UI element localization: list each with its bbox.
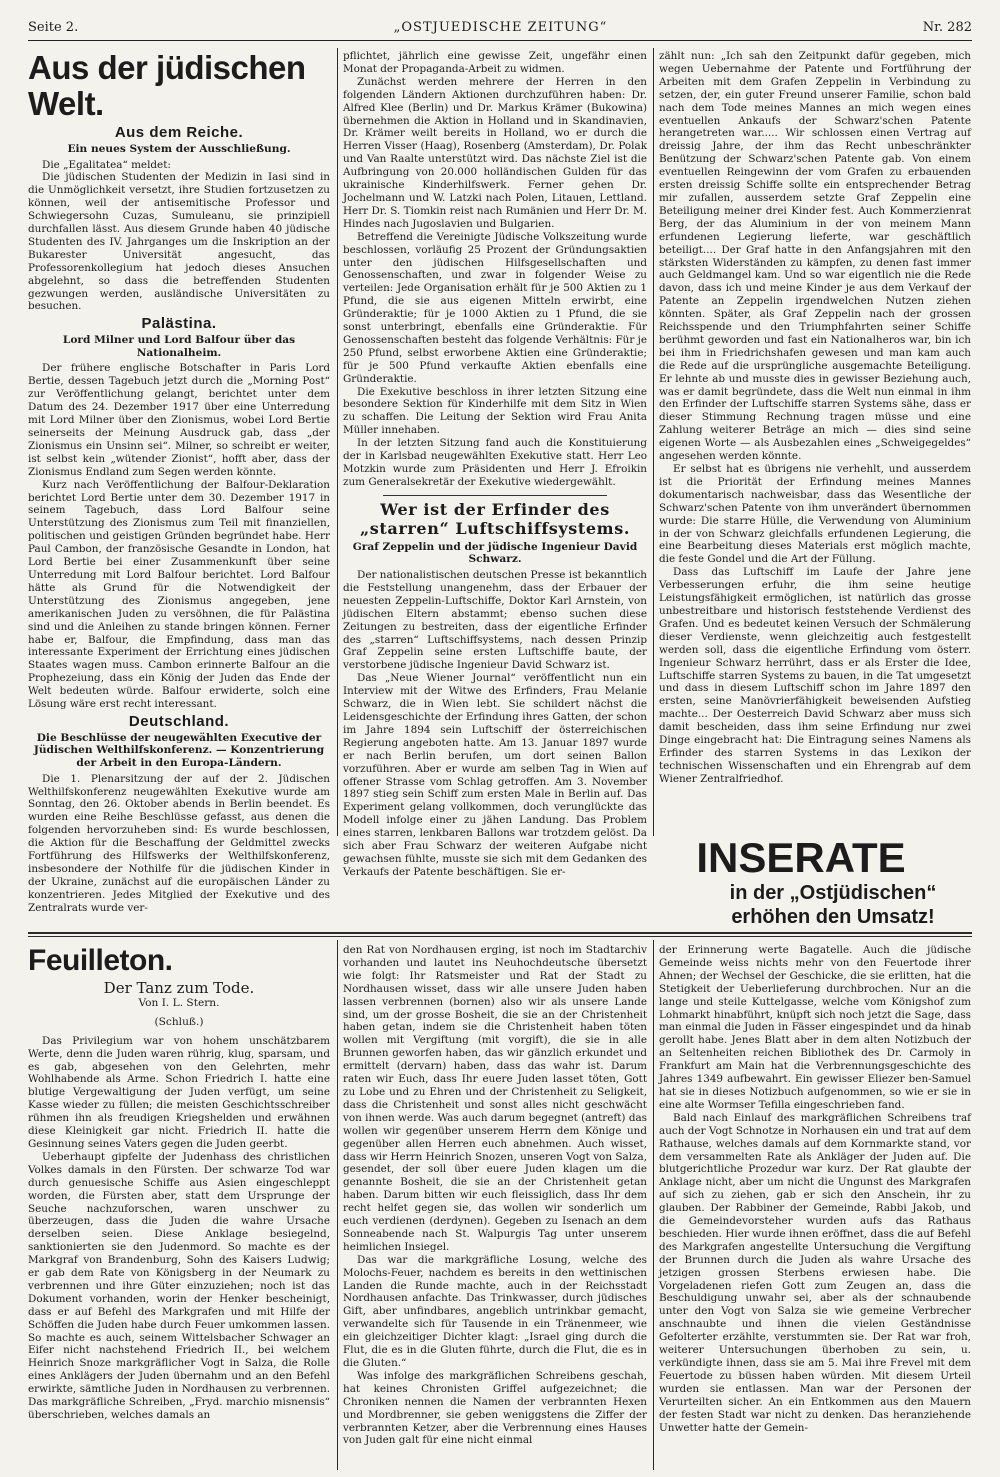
paragraph: Die jüdischen Studenten der Medizin in Iasi sind in die Unmöglichkeit versetzt, ihre Studien fortzusetzen zu können, weil der antisemitische Professor und Schwiegersohn Cuzas, Sumuleanu, sie prinzipiell durchfallen lässt. Aus diesem Grunde haben 40 jüdische Studenten des IV. Jahrganges um die Inskription an der Bukarester Universität angesucht, das Professorenkollegium hat jedoch dieses Ansuchen abgelehnt, so dass die betreffenden Studenten gezwungen werden, ausländische Universitäten zu besuchen.: [28, 171, 330, 313]
article-separator: [383, 495, 607, 496]
article-headline-1: Ein neues System der Ausschließung.: [67, 142, 291, 155]
paragraph: Ueberhaupt gipfelte der Judenhass des christlichen Volkes damals in den Fürsten. Der schwarze Tod war durch genuesische Schiffe aus Asien eingeschleppt worden, die Fürsten aber, statt dem Ursprunge der Seuche nachzuforschen, waren unschwer zu überzeugen, dass die Juden die wahre Ursache derselben seien. Diese Anklage besiegelnd, sanktionierten sie den Judenmord. So machte es der Markgraf von Brandenburg, Sohn des Kaisers Ludwig; er gab dem Rate von Königsberg in der Neumark zu verbrennen und ihre Güter einzuziehen; noch ist das Dokument vorhanden, worin der Henker bescheinigt, dass er auf Befehl des Markgrafen und mit Hilfe der Schöffen die Juden habe durch Feuer umkommen lassen. So machte es auch, seinem Wittelsbacher Schwager an Eifer nicht nachstehend Friedrich II., bei welchem Heinrich Snoze markgräflicher Vogt in Salza, die Rolle eines Anklägers der Juden übernahm und an den Befehl erwirkte, sämtliche Juden in Nordhausen zu verbrennen. Das markgräfliche Schreiben, „Fryd. marchio misnensis“ überschrieben, welches damals an: [28, 1150, 330, 1421]
story-author: Von I. L. Stern.: [138, 996, 220, 1009]
paragraph: der Erinnerung werte Bagatelle. Auch die jüdische Gemeinde weiss nichts mehr von den Feuertode ihrer Ahnen; der Wechsel der Geschicke, die sie erlitten, hat die Stetigkeit der Ueberlieferung durchbrochen. Nur an die lange und steile Kuttelgasse, welche vom Königshof zum Lohmarkt hinabführt, knüpft sich noch jetzt die Sage, dass man einmal die Juden in Fässer eingespindet und da hinab gerollt habe. Jenes Blatt aber in dem alten Notizbuch der an Seltenheiten reichen Bibliothek des Dr. Carmoly in Frankfurt am Main hat die Verbrennungsgeschichte des Jahres 1349 aufbewahrt. Ein gewisser Eliezer ben-Samuel hat sie in dieses Notizbuch aufgenommen, so wie er sie in eine alte Wormser Tefilla eingeschrieben fand.: [659, 944, 971, 1111]
feuilleton-title: Feuilleton.: [28, 944, 173, 977]
column-3: [659, 50, 971, 828]
newspaper-name: „OSTJUEDISCHE ZEITUNG“: [393, 19, 608, 35]
paragraph: zählt nun: „Ich sah den Zeitpunkt dafür gegeben, mich wegen Uebernahme der Patente und Fortführung der Arbeiten mit dem Grafen Zeppelin in Verbindung zu setzen, der, ein guter Freund unserer Familie, schon bald nach dem Tode meines Mannes an mich wegen eines eventuellen Ankaufs der Schwarz'schen Patente herangetreten war..... Wir schlossen einen Vertrag auf dreissig Jahre, der ihm das Recht unbeschränkter Benützung der Schwarz'schen Patente gab. Von einem eventuellen Reingewinn der vom Grafen zu erbauenden ersten dreissig Schiffe sollte ein entsprechender Betrag mir zufallen, ausserdem setzte Graf Zeppelin eine Beteiligung meiner drei Kinder fest. Auch Kommerzienrat Berg, der das Aluminium in der von meinem Mann erfundenen Legierung lieferte, war geschäftlich beteiligt.... Der Graf hatte in den Anfangsjahren mit den stärksten Widerständen zu kämpfen, zu denen fast immer auch Geldmangel kam. Und so war eigentlich nie die Rede davon, dass ich und meine Kinder je aus dem Verkauf der Patente an Zeppelin irgendwelchen Nutzen ziehen könnten. Später, als Graf Zeppelin nach der grossen Reichsspende und den Triumphfahrten seiner Schiffe berühmt geworden und fast ein Nationalheros war, bin ich bei ihm in Friedrichshafen gewesen und man kam auch die Rede auf die ursprüngliche ausgemachte Beteiligung. Er lehnte ab und musste dies in gewisser Beziehung auch, was er damit begründete, dass die Welt nun einmal in ihm den Erfinder der Luftschiffe starren Systems sähe, dass er dieser Stimmung Rechnung tragen müsse und eine Zahlung weiterer Beträge an mich — dies sind seine eigenen Worte — als Ausbezahlen eines „Schweigegeldes“ angesehen werden könnte.: [659, 50, 971, 463]
ad-line-3: erhöhen den Umsatz!: [731, 906, 935, 928]
feuilleton-column-3: [659, 944, 971, 1469]
paragraph: Zunächst werden mehrere der Herren in den folgenden Ländern Aktionen durchzuführen haben: Dr. Alfred Klee (Berlin) und Dr. Markus Krämer (Bukowina) übernehmen die Aktion in Holland und in Skandinavien, Dr. Krämer weilt bereits in Holland, wo er durch die Herren Visser (Haag), Rosenberg (Amsterdam), Dr. Polak und Van Raalte unterstützt wird. Das nächste Ziel ist die Aufbringung von 20.000 holländischen Gulden für das ukrainische Kinderhilfswerk. Ferner gehen Dr. Jochelmann und W. Latzki nach Polen, Litauen, Lettland. Herr Dr. S. Tiomkin reist nach Rumänien und Herr Dr. M. Hindes nach Jugoslavien und Bulgarien.: [343, 75, 647, 230]
paragraph: Die Exekutive beschloss in ihrer letzten Sitzung eine besondere Sektion für Kinderhilfe mit dem Sitz in Wien zu schaffen. Die Leitung der Sektion wird Frau Anita Müller innehaben.: [343, 385, 647, 437]
feuilleton-divider-thin: [28, 936, 972, 937]
story-note: (Schluß.): [154, 1015, 204, 1028]
paragraph: Betreffend die Vereinigte Jüdische Volkszeitung wurde beschlossen, vorläufig 25 Prozent der Gründungsaktien unter den jüdischen Hilfsgesellschaften und Genossenschaften, und zwar in folgender Weise zu verteilen: Jede Organisation erhält für je 500 Aktien zu 1 Pfund, die sie aus eigenen Mitteln erwirbt, eine Gründeraktie; für je 1000 Aktien zu 1 Pfund, die sie sonst unterbringt, ebenfalls eine Gründeraktie. Für Genossenschaften besteht das folgende Verhältnis: Für je 250 Pfund, selbst erworbene Aktien eine Gründeraktie; für je 500 Pfund verkaufte Aktien ebenfalls eine Gründeraktie.: [343, 230, 647, 385]
advertisement: [660, 835, 972, 929]
paragraph: Der frühere englische Botschafter in Paris Lord Bertie, dessen Tagebuch jetzt durch die „Morning Post“ zur Veröffentlichung gelangt, berichtet unter dem Datum des 24. Dezember 1917 über eine Unterredung mit Lord Milner über den Zionismus, wobei Lord Bertie seinerseits der Meinung Ausdruck gab, dass „der Zionismus ein Unsinn sei“. Milner, so schreibt er weiter, ist selbst kein „wütender Zionist“, hofft aber, dass der Zionismus Endland zum Segen werden könnte.: [28, 362, 330, 478]
page-header: [28, 14, 972, 41]
subsection-heading-reich: Aus dem Reiche.: [114, 124, 244, 141]
article-headline-3: Die Beschlüsse der neugewählten Executive der Jüdischen Welthilfskonferenz. — Konzentrierung der Arbeit in den Europa-Ländern.: [33, 731, 325, 770]
article-subtitle-zeppelin: Graf Zeppelin und der jüdische Ingenieur David Schwarz.: [352, 540, 638, 566]
paragraph: Das „Neue Wiener Journal“ veröffentlicht nun ein Interview mit der Witwe des Erfinders, Frau Melanie Schwarz, die in Wien lebt. Sie schildert nächst die Leidensgeschichte der Erfindung ihres Gatten, der schon im Jahre 1894 sein Luftschiff der österreichischen Regierung angeboten hatte. Am 13. Januar 1897 wurde er nach Berlin berufen, um dort seinen Ballon vorzuführen. Aber er wurde am selben Tag in Wien auf offener Strasse vom Schlag getroffen. Am 3. November 1897 stieg sein Schiff zum ersten Male in Berlin auf. Das Experiment gelang vollkommen, doch verunglückte das Modell infolge einer zu jähen Landung. Das Problem eines starren, lenkbaren Ballons war trotzdem gelöst. Da sich aber Frau Schwarz der weiteren Aufgabe nicht gewachsen fühlte, musste sie sich mit dem Gedanken des Verkaufs der Patente beschäftigen. Sie er-: [343, 672, 647, 878]
column-2: [343, 50, 647, 878]
column-divider: [653, 940, 654, 1470]
ad-line-2: in der „Ostjüdischen“: [729, 882, 937, 904]
paragraph: Die „Egalitatea“ meldet:: [42, 158, 171, 171]
paragraph: In der letzten Sitzung fand auch die Konstituierung der in Karlsbad neugewählten Exekutive statt. Herr Leo Motzkin wurde zum Präsidenten und Herr J. Efroikin zum Generalsekretär der Exekutive wiedergewählt.: [343, 437, 647, 488]
column-divider: [337, 940, 338, 1470]
paragraph: Der nationalistischen deutschen Presse ist bekanntlich die Feststellung unangenehm, dass der Erbauer der neuesten Zeppelin-Luftschiffe, Doktor Karl Arnstein, von jüdischen Eltern abstammt; ebenso suchen diese Zeitungen zu bestreiten, dass der eigentliche Erfinder des „starren“ Luftschiffsystems, nach dessen Prinzip Graf Zeppelin seine ersten Luftschiffe baute, der verstorbene jüdische Ingenieur David Schwarz ist.: [343, 569, 647, 672]
column-divider: [653, 48, 654, 836]
subsection-heading-palaestina: Palästina.: [141, 315, 217, 333]
subsection-heading-deutschland: Deutschland.: [128, 712, 230, 730]
paragraph: den Rat von Nordhausen erging, ist noch im Stadtarchiv vorhanden und lautet ins Neuhochdeutsche übersetzt wie folgt: Ihr Ratsmeister und Rat der Stadt zu Nordhausen wisset, dass wir alle unsere Juden haben lassen verbrennen (bornen) also wir als unsere Lande sind, um der grosse Bosheit, die sie an der Christenheit haben getan, indem sie die Christenheit haben töten wollen mit Vergiftung (mit vorgift), die sie in alle Brunnen geworfen haben, das wir gänzlich erkundet und ermittelt (dervarn) haben, dass das wahr ist. Darum raten wir Euch, dass Ihr euere Juden lasset töten, Gott zu Lobe und zu Ehren und der Christenheit zu Seligkeit, dass die Christenheit und sonst alles nicht geschwächt von ihnen werde. Was auch darum begegnet (antreft) das wollen wir gegenüber unserem Herrn dem Könige und gegenüber allen Herren euch abnehmen. Auch wisset, dass wir Herrn Heinrich Snozen, unseren Vogt von Salza, gesendet, der soll über euere Juden klagen um die genannte Bosheit, die sie an der Christenheit getan haben. Darum bitten wir euch fleissiglich, dass Ihr dem recht helfet gegen sie, das wollen wir sonderlich um euch verdienen (derdynen). Gegeben zu Isenach an dem Sonneabende nach St. Walpurgis Tag unter unserem heimlichen Insiegel.: [343, 944, 647, 1253]
feuilleton-column-2: [343, 944, 647, 1469]
feuilleton-column-1: [28, 944, 330, 1469]
article-headline-2: Lord Milner und Lord Balfour über das Nationalheim.: [62, 334, 296, 359]
feuilleton-divider: [28, 932, 972, 934]
paragraph: Dass das Luftschiff im Laufe der Jahre jene Verbesserungen erfuhr, die ihm seine heutige Leistungsfähigkeit ermöglichen, ist natürlich das grosse unbestreitbare und historisch feststehende Verdienst des Grafen. Und es bedeutet keinen Versuch der Schmälerung dieser Verdienste, wenn gleichzeitig auch festgestellt werden soll, dass die eigentliche Erfindung vom österr. Ingenieur Schwarz herrührt, dass er als Erster die Idee, Luftschiffe starren Systems zu bauen, in die Tat umgesetzt und dass in diesem Luftschiff schon im Jahre 1897 den ersten, seine Manövrierfähigkeit beweisenden Aufstieg machte... Der Oesterreich David Schwarz aber muss sich damit bescheiden, dass ihm seine Erfindung nur zwei Dinge eingebracht hat: Die Eintragung seines Namens als Erfinder des starren Systems in das Lexikon der technischen Wissenschaften und ein Ehrengrab auf dem Wiener Zentralfriedhof.: [659, 566, 971, 785]
paragraph: Bald nach Einlauf des markgräflichen Schreibens traf auch der Vogt Schnotze in Norhausen ein und trat auf dem Rathause, welches damals auf dem Kornmarkte stand, vor dem versammelten Rate als Ankläger der Juden auf. Die blutgerichtliche Prozedur war kurz. Der Rat glaubte der Anklage nicht, aber um nicht die Ungunst des Markgrafen auf sich zu ziehen, gab er sich den Anschein, ihr zu glauben. Der Rabbiner der Gemeinde, Rabbi Jakob, und die Gemeindevorsteher wurden aufs das Rathaus beschieden. Hier wurde ihnen eröffnet, dass die auf Befehl des Markgrafen angestellte Untersuchung die Vergiftung der Brunnen durch die Juden als wahre Ursache des jetzigen grossen Sterbens erwiesen habe. Die Vorgeladenen riefen Gott zum Zeugen an, dass die Beschuldigung unwahr sei, aber als der schnaubende unter den Vogt von Salza sie wie gemeine Verbrecher anschnaubte und ihnen die vielen Geständnisse Gefolterter erzählte, verstummten sie. Der Rat war froh, weiterer Untersuchungen überhoben zu sein, u. verkündigte ihnen, dass sie am 5. Mai ihre Frevel mit dem Feuertode zu büssen haben würden. Mit diesem Urteil wurden sie entlassen. Man war der Personen der Verurteilten sicher. An ein Entkommen aus den Mauern der festen Stadt war nicht zu denken. Das heranziehende Unwetter hatte der Gemein-: [659, 1111, 971, 1434]
paragraph: Er selbst hat es übrigens nie verhehlt, und ausserdem ist die Priorität der Erfindung meines Mannes dokumentarisch nachweisbar, dass das Wesentliche der Schwarz'schen Patente von ihm unverändert übernommen wurde: Die starre Hülle, die Verwendung von Aluminium in der von Schwarz gleichfalls erfundenen Legierung, die eine Bearbeitung dieses Materials erst möglich machte, die feste Gondel und die Art der Füllung.: [659, 463, 971, 566]
article-title-zeppelin: Wer ist der Erfinder des „starren“ Luftschiffsystems.: [360, 499, 630, 538]
column-1: [28, 49, 330, 914]
paragraph: Was infolge des markgräflichen Schreibens geschah, hat keines Chronisten Griffel aufgezeichnet; die Chroniken nennen die Namen der verbrannten Hexen und Mordbrenner, sie geben weniggstens die Ziffer der verbrannten Ketzer, aber die Verbrennung eines Hauses von Juden galt für eine nicht einmal: [343, 1369, 647, 1447]
story-title: Der Tanz zum Tode.: [103, 979, 255, 997]
paragraph: Kurz nach Veröffentlichung der Balfour-Deklaration berichtet Lord Bertie unter dem 30. Dezember 1917 in seinem Tagebuch, dass Lord Balfour seine Unterstützung des Zionismus zum Teil mit finanziellen, politischen und geistigen Gründen begründet habe. Herr Paul Cambon, der französische Gesandte in London, hat Lord Bertie bei einer Zusammenkunft über seine Unterredung mit Lord Balfour berichtet. Lord Balfour hätte als Grund für die Notwendigkeit der Unterstützung des Zionismus angegeben, jene amerikanischen Juden zu versöhnen, die für Palästina sind und die Anleihen zu stande bringen können. Ferner habe er, Balfour, die Empfindung, dass man das interessante Experiment der Errichtung eines jüdischen Staates wagen muss. Cambon erinnerte Balfour an die Prophezeiung, dass ein König der Juden das Ende der Welt bedeuten würde. Balfour erwiderte, solch eine Lösung wäre erst recht interessant.: [28, 478, 330, 711]
paragraph: Das Privilegium war von hohem unschätzbarem Werte, denn die Juden waren rührig, klug, sparsam, und es gab, abgesehen von den Gelehrten, mehr Wohlhabende als Arme. Schon Friedrich I. hatte eine blutige Vergewaltigung der Juden verfügt, um seine Kasse wieder zu füllen; die meisten Geschichtsschreiber rühmen ihn als freudigen Kriegshelden und erwähnen diese Kleinigkeit gar nicht. Friedrich II. hatte die Gesinnung seines Vaters gegen die Juden geerbt.: [28, 1034, 330, 1150]
ad-title: INSERATE: [696, 834, 906, 881]
section-title: Aus der jüdischen Welt.: [28, 49, 306, 122]
column-divider: [337, 48, 338, 836]
paragraph: Die 1. Plenarsitzung der auf der 2. Jüdischen Welthilfskonferenz neugewählten Exekutive wurde am Sonntag, den 26. Oktober abends in Berlin beendet. Es wurden eine Reihe Beschlüsse gefasst, aus denen die folgenden hervorzuheben sind: Es wurde beschlossen, die Aktion für die Beschaffung der Geldmittel zwecks Fortführung des Hilfswerks der Welthilfskonferenz, insbesondere der Nothilfe für die jüdischen Kinder in der Ukraine, zunächst auf die europäischen Länder zu konzentrieren. Jedes Mitglied der Exekutive und des Zentralrats wurde ver-: [28, 772, 330, 914]
page-number: Seite 2.: [28, 19, 79, 35]
issue-number: Nr. 282: [922, 19, 972, 35]
paragraph: Das war die markgräfliche Losung, welche des Molochs-Feuer, nachdem es bereits in den wettinischen Landen die Runde machte, auch in der Reichsstadt Nordhausen anfachte. Das Trinkwasser, durch jüdisches Gift, aber unfindbares, angeblich untrinkbar gemacht, verwandelte sich für Tausende in ein Tränenmeer, wie ein gleichzeitiger Dichter klagt: „Israel ging durch die Flut, die es in die Gluten führte, durch die Flut, die es in die Gluten.“: [343, 1253, 647, 1369]
paragraph: pflichtet, jährlich eine gewisse Zeit, ungefähr einen Monat der Propaganda-Arbeit zu widmen.: [343, 50, 647, 75]
